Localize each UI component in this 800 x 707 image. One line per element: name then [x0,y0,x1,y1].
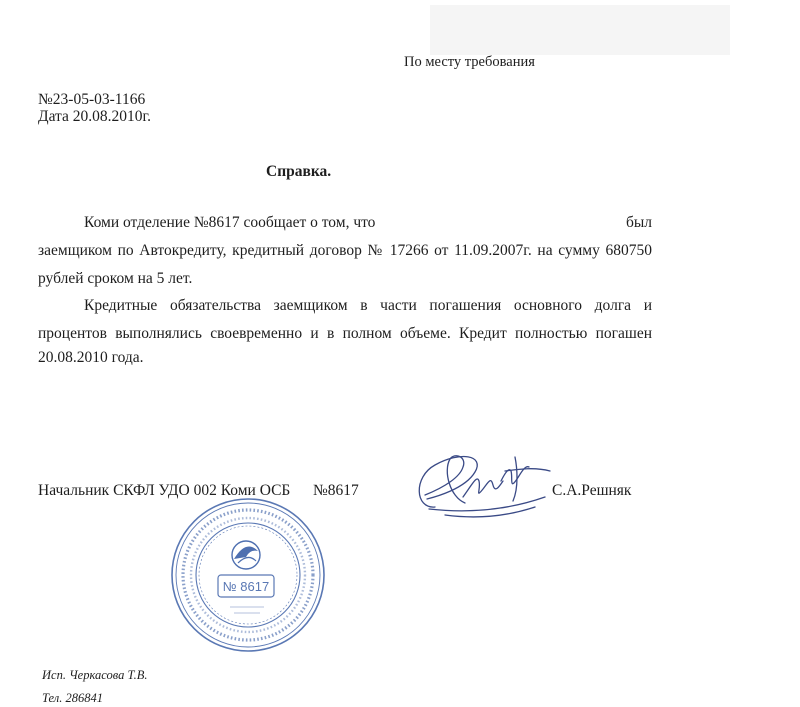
paragraph1-line1-end: был [625,214,652,231]
addressee: По месту требования [404,54,535,70]
paragraph1-line1-start: Коми отделение №8617 сообщает о том, что [84,214,376,231]
signer-name: С.А.Решняк [552,482,632,499]
scan-bleed-through [430,0,730,60]
paragraph1-line2: заемщиком по Автокредиту, кредитный договор № 17266 от 11.09.2007г. на сумму 680750 [38,242,652,259]
signatory-position: Начальник СКФЛ УДО 002 Коми ОСБ [38,482,291,499]
stamp-number: № 8617 [222,579,270,594]
signatory-branch-number: №8617 [313,482,359,499]
bank-emblem-icon [232,541,260,569]
document-date: Дата 20.08.2010г. [38,108,152,125]
paragraph2-line3: 20.08.2010 года. [38,349,144,366]
paragraph1-line3: рублей сроком на 5 лет. [38,270,193,287]
document-number: №23-05-03-1166 [38,91,146,108]
paragraph2-line2: процентов выполнялись своевременно и в полном объеме. Кредит полностью погашен [38,325,652,342]
paragraph2-line1: Кредитные обязательства заемщиком в части погашения основного долга и [84,297,652,314]
handwritten-signature [405,437,555,527]
executor-name: Исп. Черкасова Т.В. [42,668,148,682]
official-stamp [168,495,328,655]
executor-phone: Тел. 286841 [42,691,103,705]
document-title: Справка. [266,163,332,180]
